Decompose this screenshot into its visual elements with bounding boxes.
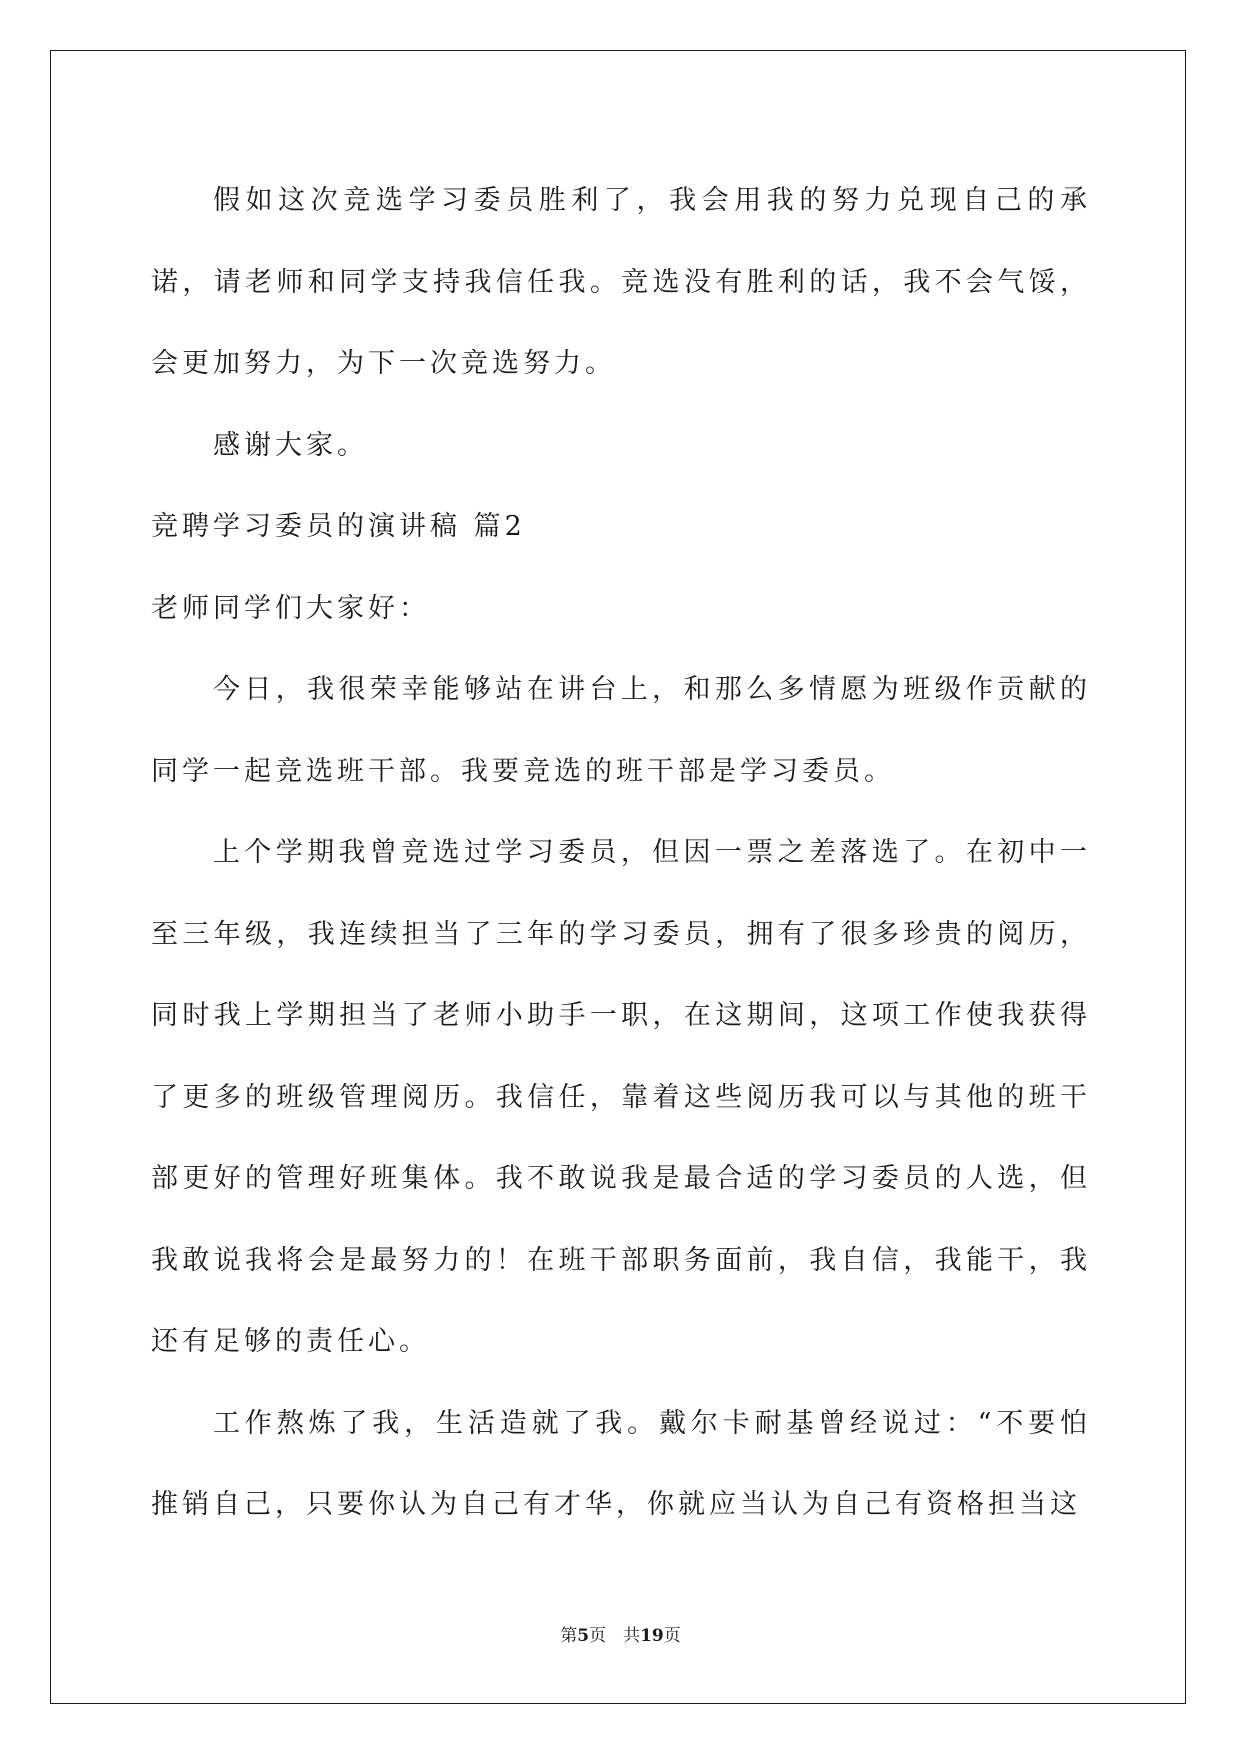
paragraph: 感谢大家。 xyxy=(213,429,368,461)
salutation: 老师同学们大家好： xyxy=(151,592,430,624)
paragraph: 上个学期我曾竞选过学习委员，但因一票之差落选了。在初中一至三年级，我连续担当了三年的学习委员，拥有了很多珍贵的阅历，同时我上学期担当了老师小助手一职，在这期间，这项工作使我获得了更多的班级管理阅历。我信任，靠着这些阅历我可以与其他的班干部更好的管理好班集体。我不敢说我是最合适的学习委员的人选，但我敢说我将会是最努力的！在班干部职务面前，我自信，我能干，我还有足够的责任心。 xyxy=(151,837,1091,1357)
current-page-number: 5 xyxy=(577,1626,590,1646)
footer-prefix: 第 xyxy=(560,1626,578,1646)
document-body xyxy=(151,160,1091,1546)
section-heading: 竞聘学习委员的演讲稿 篇2 xyxy=(151,511,526,542)
footer-middle: 页 共 xyxy=(589,1626,641,1646)
paragraph: 今日，我很荣幸能够站在讲台上，和那么多情愿为班级作贡献的同学一起竞选班干部。我要竞选的班干部是学习委员。 xyxy=(151,674,1091,787)
paragraph: 工作熬炼了我，生活造就了我。戴尔卡耐基曾经说过：“不要怕推销自己，只要你认为自己有才华，你就应当认为自己有资格担当这 xyxy=(151,1407,1091,1520)
footer-suffix: 页 xyxy=(663,1626,681,1646)
paragraph: 假如这次竞选学习委员胜利了，我会用我的努力兑现自己的承诺，请老师和同学支持我信任我。竞选没有胜利的话，我不会气馁，会更加努力，为下一次竞选努力。 xyxy=(151,185,1091,379)
page-footer xyxy=(0,1621,1241,1646)
total-pages-number: 19 xyxy=(640,1626,664,1646)
